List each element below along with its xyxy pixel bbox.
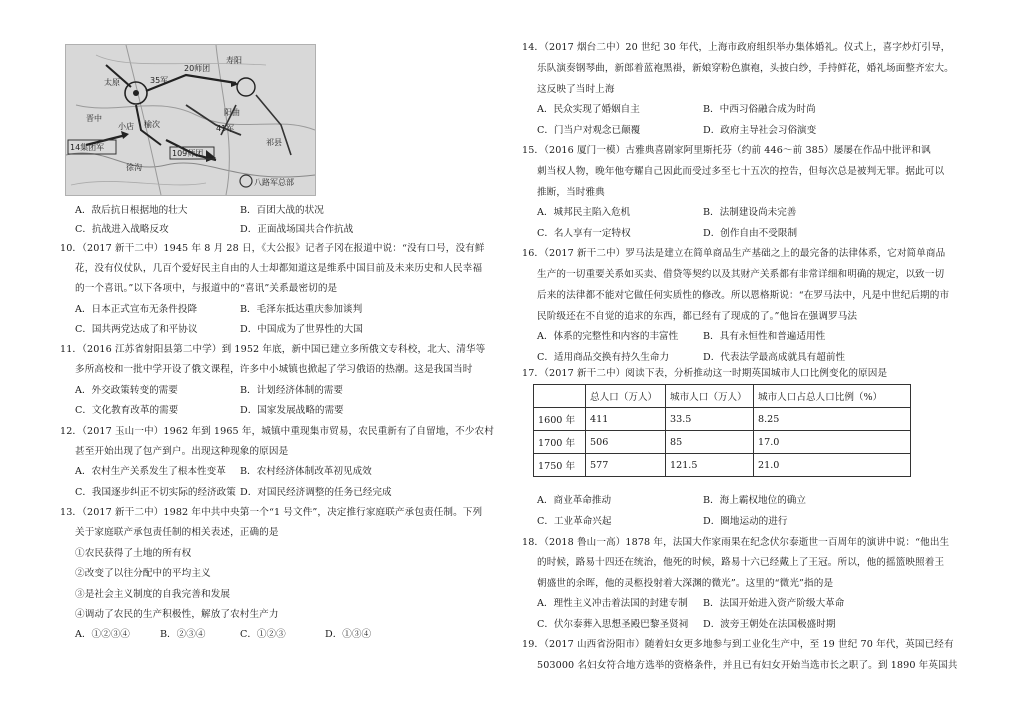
map-label: 14集团军	[70, 143, 105, 152]
historical-map-image	[65, 44, 316, 196]
table-header-cell: 总人口（万人）	[586, 385, 666, 408]
q14-option-b[interactable]: B．中西习俗融合成为时尚	[703, 104, 816, 115]
q18-text-line: 朝盛世的余晖，他的灵柩投射着大深渊的微光”。这里的“微光”指的是	[537, 578, 834, 589]
q15-text-line: 15．（2016 厦门一模）古雅典喜剧家阿里斯托芬（约前 446～前 385）屡屡在作品中批评和讽	[522, 145, 931, 156]
q13-statement-2: ②改变了以往分配中的平均主义	[75, 568, 211, 579]
q9-option-c[interactable]: C．抗战进入战略反攻	[75, 224, 169, 235]
map-label: 35军	[150, 76, 169, 85]
q11-option-d[interactable]: D．国家发展战略的需要	[240, 405, 344, 416]
map-label: 寿阳	[226, 56, 242, 65]
q13-statement-4: ④调动了农民的生产积极性，解放了农村生产力	[75, 609, 279, 620]
map-figure	[66, 45, 315, 195]
map-label: 41军	[216, 124, 235, 133]
q13-text-line: 关于家庭联产承包责任制的相关表述，正确的是	[75, 527, 279, 538]
q16-option-c[interactable]: C．适用商品交换有持久生命力	[537, 352, 670, 363]
q10-text-line: 的一个喜讯。”以下各项中，与报道中的“喜讯”关系最密切的是	[75, 283, 338, 294]
map-label: 小店	[118, 122, 134, 131]
q16-option-a[interactable]: A．体系的完整性和内容的丰富性	[537, 331, 679, 342]
table-cell: 1700 年	[534, 431, 586, 454]
q13-statement-3: ③是社会主义制度的自我完善和发展	[75, 589, 231, 600]
table-cell: 1750 年	[534, 454, 586, 477]
q10-text-line: 10．（2017 新干二中）1945 年 8 月 28 日，《大公报》记者子冈在报道中说：“没有口号，没有鲜	[60, 243, 485, 254]
q9-option-b[interactable]: B．百团大战的状况	[240, 205, 324, 216]
q17-option-b[interactable]: B．海上霸权地位的确立	[703, 495, 806, 506]
population-table	[533, 384, 911, 477]
q18-text-line: 18．（2018 鲁山一高）1878 年，法国大作家雨果在纪念伏尔泰逝世一百周年的演讲中说：“他出生	[522, 537, 950, 548]
q16-text-line: 民阶级还在不自觉的追求的东西，都已经有了现成的了。”他旨在强调罗马法	[537, 311, 858, 322]
table-cell: 121.5	[666, 454, 754, 477]
q10-option-a[interactable]: A．日本正式宣布无条件投降	[75, 304, 198, 315]
q11-text-line: 11．（2016 江苏省射阳县第二中学）到 1952 年底，新中国已建立多所俄文专科校，北大、清华等	[60, 344, 486, 355]
q15-option-b[interactable]: B．法制建设尚未完善	[703, 207, 797, 218]
q10-option-c[interactable]: C．国共两党达成了和平协议	[75, 324, 198, 335]
q14-text-line: 14．（2017 烟台二中）20 世纪 30 年代，上海市政府组织举办集体婚礼。仪式上，喜字炒灯引导，	[522, 42, 951, 53]
q17-option-d[interactable]: D．圈地运动的进行	[703, 516, 788, 527]
q12-option-d[interactable]: D．对国民经济调整的任务已经完成	[240, 487, 392, 498]
q12-text-line: 12．（2017 玉山一中）1962 年到 1965 年，城镇中重现集市贸易，农民重新有了自留地，不少农村	[60, 426, 494, 437]
table-cell: 8.25	[754, 408, 911, 431]
q13-text-line: 13．（2017 新干二中）1982 年中共中央第一个“1 号文件”，决定推行家庭联产承包责任制。下列	[60, 507, 483, 518]
q11-option-b[interactable]: B．计划经济体制的需要	[240, 385, 343, 396]
map-label: 八路军总部	[254, 178, 294, 187]
q18-option-d[interactable]: D．波旁王朝处在法国极盛时期	[703, 619, 836, 630]
q19-text-line: 503000 名妇女符合地方选举的资格条件，并且已有妇女开始当选市长之职了。到 1890 年英国共	[537, 660, 958, 671]
q18-text-line: 的时候，路易十四还在统治，他死的时候，路易十六已经戴上了王冠。所以，他的摇篮映照着王	[537, 557, 945, 568]
q14-option-a[interactable]: A．民众实现了婚姻自主	[537, 104, 640, 115]
q18-option-b[interactable]: B．法国开始进入资产阶级大革命	[703, 598, 845, 609]
table-cell: 85	[666, 431, 754, 454]
q12-option-c[interactable]: C．我国逐步纠正不切实际的经济政策	[75, 487, 236, 498]
q19-text-line: 19．（2017 山西省汾阳市）随着妇女更多地参与到工业化生产中，至 19 世纪 70 年代，英国已经有	[522, 639, 954, 650]
q13-option-d[interactable]: D．①③④	[325, 629, 372, 640]
q12-option-a[interactable]: A．农村生产关系发生了根本性变革	[75, 466, 226, 477]
q17-text-line: 17．（2017 新干二中）阅读下表，分析推动这一时期英国城市人口比例变化的原因是	[522, 368, 888, 379]
q16-text-line: 后来的法律都不能对它做任何实质性的修改。所以恩格斯说：“在罗马法中，凡是中世纪后期的市	[537, 290, 950, 301]
q9-option-a[interactable]: A．敌后抗日根据地的壮大	[75, 205, 188, 216]
q11-option-a[interactable]: A．外交政策转变的需要	[75, 385, 178, 396]
q17-option-c[interactable]: C．工业革命兴起	[537, 516, 612, 527]
table-header-cell: 城市人口占总人口比例（%）	[754, 385, 911, 408]
q16-option-b[interactable]: B．具有永恒性和普遍适用性	[703, 331, 826, 342]
q15-option-a[interactable]: A．城邦民主陷入危机	[537, 207, 631, 218]
map-label: 太原	[104, 78, 120, 87]
q11-option-c[interactable]: C．文化教育改革的需要	[75, 405, 179, 416]
map-label: 109师团	[172, 149, 204, 158]
q12-text-line: 甚至开始出现了包产到户。出现这种现象的原因是	[75, 446, 289, 457]
map-label: 20师团	[184, 64, 211, 73]
q15-text-line: 刺当权人物，晚年他夸耀自己因此而受过多至七十五次的控告，但每次总是被判无罪。据此可以	[537, 166, 945, 177]
q12-option-b[interactable]: B．农村经济体制改革初见成效	[240, 466, 372, 477]
q10-text-line: 花，没有仪仗队，几百个爱好民主自由的人士却都知道这是维系中国目前及未来历史和人民幸福	[75, 263, 483, 274]
q14-option-c[interactable]: C．门当户对观念已颠覆	[537, 125, 641, 136]
map-label: 榆次	[144, 120, 160, 129]
table-cell: 577	[586, 454, 666, 477]
table-cell: 411	[586, 408, 666, 431]
table-header-cell: 城市人口（万人）	[666, 385, 754, 408]
q9-option-d[interactable]: D．正面战场国共合作抗战	[240, 224, 354, 235]
q15-option-d[interactable]: D．创作自由不受限制	[703, 228, 798, 239]
map-label: 祁县	[266, 138, 282, 147]
table-header-cell	[534, 385, 586, 408]
q18-option-c[interactable]: C．伏尔泰葬入思想圣殿巴黎圣贤祠	[537, 619, 689, 630]
table-cell: 1600 年	[534, 408, 586, 431]
table-cell: 506	[586, 431, 666, 454]
q13-option-a[interactable]: A．①②③④	[75, 629, 130, 640]
q18-option-a[interactable]: A．理性主义冲击着法国的封建专制	[537, 598, 688, 609]
q10-option-b[interactable]: B．毛泽东抵达重庆参加谈判	[240, 304, 363, 315]
q15-text-line: 推断，当时雅典	[537, 187, 605, 198]
table-row	[534, 454, 911, 477]
table-cell: 17.0	[754, 431, 911, 454]
q13-option-c[interactable]: C．①②③	[240, 629, 286, 640]
q16-text-line: 16．（2017 新干二中）罗马法是建立在简单商品生产基础之上的最完备的法律体系，它对简单商品	[522, 248, 946, 259]
q13-statement-1: ①农民获得了土地的所有权	[75, 548, 192, 559]
map-label: 晋中	[86, 114, 102, 123]
q14-text-line: 这反映了当时上海	[537, 84, 615, 95]
table-header-row	[534, 385, 911, 408]
map-label: 徐沟	[126, 163, 142, 172]
table-row	[534, 431, 911, 454]
q14-text-line: 乐队演奏钢琴曲，新郎着蓝袍黑褂，新娘穿粉色旗袍，头披白纱，手持鲜花，婚礼场面整齐宏大。	[537, 63, 954, 74]
table-row	[534, 408, 911, 431]
q13-option-b[interactable]: B．②③④	[160, 629, 206, 640]
table-cell: 21.0	[754, 454, 911, 477]
q16-option-d[interactable]: D．代表法学最高成就具有超前性	[703, 352, 846, 363]
q17-option-a[interactable]: A．商业革命推动	[537, 495, 612, 506]
q15-option-c[interactable]: C．名人享有一定特权	[537, 228, 631, 239]
map-label: 阳曲	[224, 108, 240, 117]
q10-option-d[interactable]: D．中国成为了世界性的大国	[240, 324, 363, 335]
table-cell: 33.5	[666, 408, 754, 431]
q14-option-d[interactable]: D．政府主导社会习俗演变	[703, 125, 817, 136]
q11-text-line: 多所高校和一批中学开设了俄文课程，许多中小城镇也掀起了学习俄语的热潮。这是我国当时	[75, 364, 473, 375]
q16-text-line: 生产的一切重要关系如买卖、借贷等契约以及其财产关系都有非常详细和明确的规定，以致一切	[537, 269, 945, 280]
